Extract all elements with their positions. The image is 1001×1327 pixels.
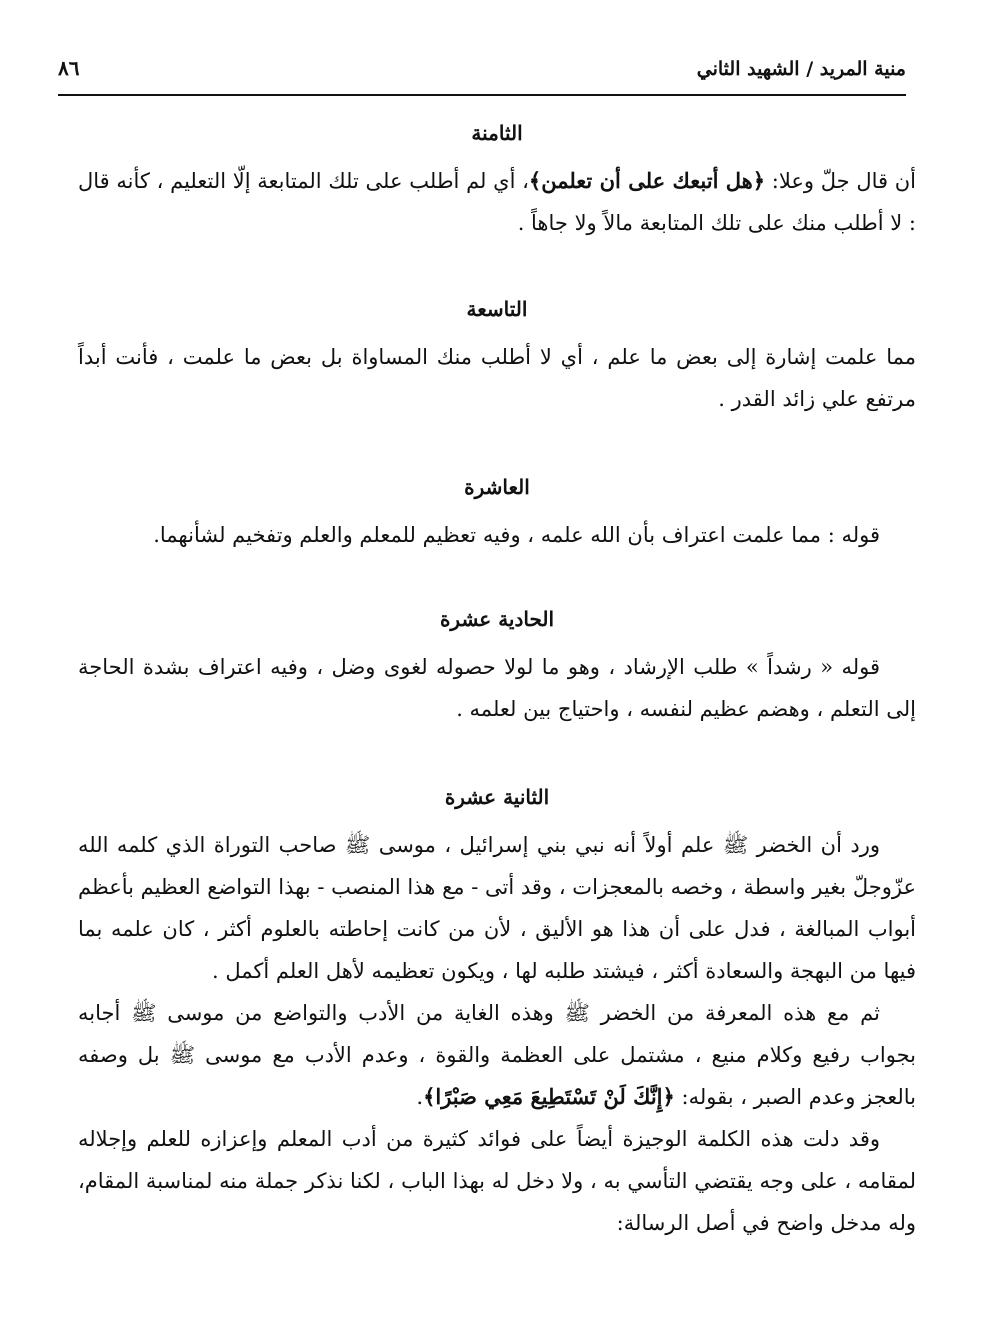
section-heading: الحادية عشرة xyxy=(439,607,555,631)
paragraph: ورد أن الخضر ﷺ علم أولاً أنه نبي بني إسرائيل ، موسى ﷺ صاحب التوراة الذي كلمه الله عزّوجلّ بغير واسطة ، وخصه بالمعجزات ، وقد أتى - مع هذا المنصب - بهذا التواضع العظيم بأعظم أبواب المبالغة ، فدل على أن هذا هو الأليق ، لأن من كانت إحاطته بالعلوم أكثر ، كان علمه بما فيها من البهجة والسعادة أكثر ، فيشتد طلبه لها ، ويكون تعظيمه لأهل العلم أكمل . xyxy=(78,833,916,983)
paragraph-text: أن قال جلّ وعلا: xyxy=(765,169,916,193)
section-heading: الثانية عشرة xyxy=(444,785,550,809)
paragraph: قوله « رشداً » طلب الإرشاد ، وهو ما لولا حصوله لغوى وضل ، وفيه اعتراف بشدة الحاجة إلى التعلم ، وهضم عظيم لنفسه ، واحتياج بين لعلمه . xyxy=(78,655,916,721)
paragraph-text: ، أي لم أطلب على تلك المتابعة إلّا التعليم ، كأنه قال : لا أطلب منك على تلك المتابعة مالاً ولا جاهاً . xyxy=(78,169,916,235)
paragraph: مما علمت إشارة إلى بعض ما علم ، أي لا أطلب منك المساواة بل بعض ما علمت ، فأنت أبداً مرتفع علي زائد القدر . xyxy=(78,345,916,411)
paragraph xyxy=(78,160,916,244)
section-twelfth xyxy=(78,782,916,1244)
section-tenth xyxy=(78,472,916,556)
section-heading: العاشرة xyxy=(464,475,530,499)
running-title: منية المريد / الشهيد الثاني xyxy=(696,58,906,80)
paragraph: وقد دلت هذه الكلمة الوجيزة أيضاً على فوائد كثيرة من أدب المعلم وإعزازه للعلم وإجلاله لمقامه ، على وجه يقتضي التأسي به ، ولا دخل له بهذا الباب ، لكنا نذكر جملة منه لمناسبة المقام، وله مدخل واضح في أصل الرسالة: xyxy=(78,1127,916,1235)
paragraph-text: ثم مع هذه المعرفة من الخضر ﷺ وهذه الغاية من الأدب والتواضع من موسى ﷺ أجابه بجواب رفيع وكلام منيع ، مشتمل على العظمة والقوة ، وعدم الأدب مع موسى ﷺ بل وصفه بالعجز وعدم الصبر ، بقوله: xyxy=(78,1001,916,1109)
section-eleventh xyxy=(78,604,916,730)
paragraph xyxy=(78,992,916,1118)
paragraph: قوله : مما علمت اعتراف بأن الله علمه ، وفيه تعظيم للمعلم والعلم وتفخيم لشأنهما. xyxy=(153,523,880,547)
paragraph-text: . xyxy=(416,1085,424,1109)
quran-quote: ﴿هل أتبعك على أن تعلمن﴾ xyxy=(528,168,766,193)
section-heading: الثامنة xyxy=(471,121,523,145)
page-number: ٨٦ xyxy=(58,56,80,80)
quran-quote: ﴿إِنَّكَ لَنْ تَسْتَطِيعَ مَعِي صَبْرًا﴾ xyxy=(423,1084,675,1109)
section-heading: التاسعة xyxy=(466,297,528,321)
section-ninth xyxy=(78,294,916,420)
running-header xyxy=(58,50,906,96)
section-eighth xyxy=(78,118,916,244)
